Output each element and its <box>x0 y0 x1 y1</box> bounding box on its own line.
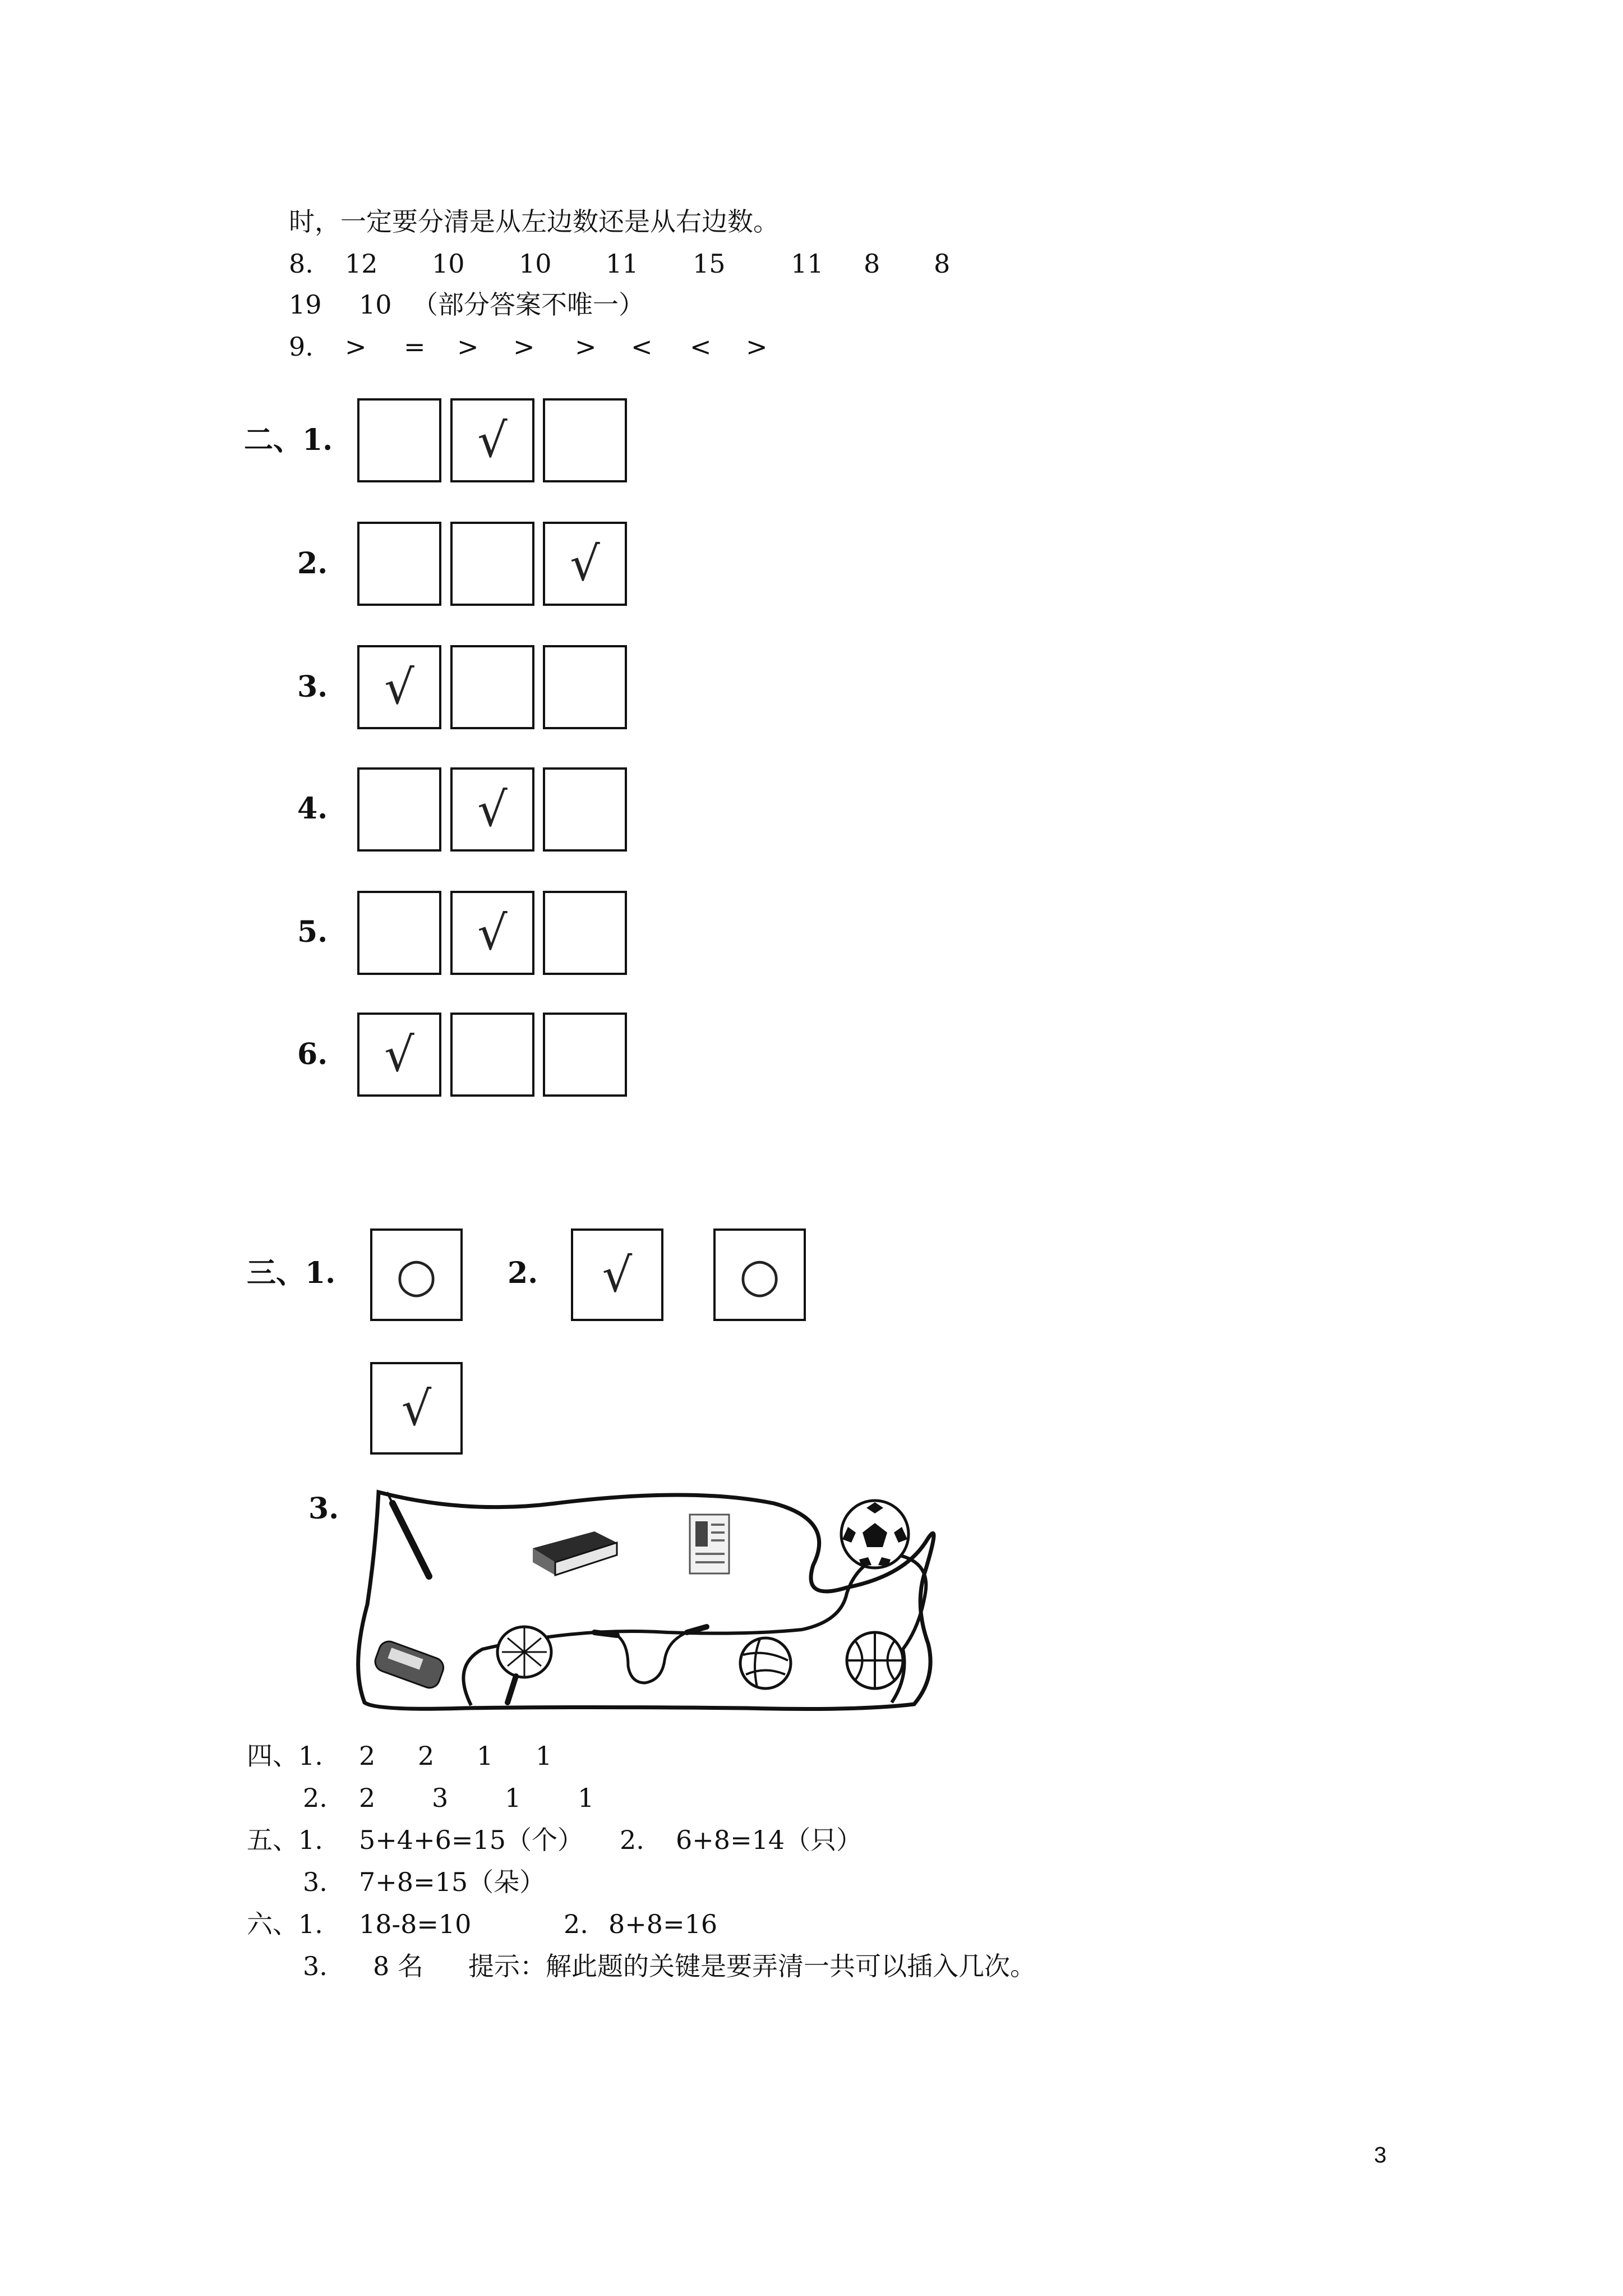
section5-expression: 5+4+6=15（个） <box>359 1825 583 1855</box>
answer-box: √ <box>370 1362 463 1455</box>
section4-line1-label: 四、1. <box>247 1741 323 1771</box>
q9-symbol: > <box>345 332 367 362</box>
answer-box: √ <box>450 891 534 975</box>
section5-q2-label: 2. <box>620 1825 644 1855</box>
answer-box <box>543 891 627 975</box>
section4-value: 3 <box>432 1783 449 1813</box>
newspaper-icon <box>690 1515 729 1573</box>
q9-symbol: > <box>457 332 479 362</box>
volleyball-icon <box>740 1638 791 1688</box>
answer-box <box>357 891 441 975</box>
jump-rope-icon <box>594 1627 707 1683</box>
continuation-text: 时，一定要分清是从左边数还是从右边数。 <box>289 206 779 237</box>
answer-box <box>543 645 627 729</box>
q8-label: 8. <box>289 249 313 279</box>
section2-row-label: 2. <box>297 546 328 581</box>
section6-line2-label: 3. <box>303 1951 328 1981</box>
section5-expression: 6+8=14（只） <box>676 1825 863 1855</box>
soccer-ball-icon <box>841 1501 909 1568</box>
section5-line1-label: 五、1. <box>247 1825 323 1855</box>
section6-expression: 8+8=16 <box>608 1909 718 1939</box>
q9-label: 9. <box>289 332 313 362</box>
answer-box: √ <box>571 1228 663 1321</box>
q9-symbol: > <box>575 332 597 362</box>
q9-symbol: < <box>690 332 712 362</box>
answer-box <box>357 398 441 482</box>
answer-box: ○ <box>370 1228 463 1321</box>
q8-value: 8 <box>864 249 880 279</box>
section6-expression: 18-8=10 <box>359 1909 472 1939</box>
section5-line2-label: 3. <box>303 1867 328 1897</box>
section4-value: 2 <box>359 1783 376 1813</box>
q8-value: 8 <box>934 249 951 279</box>
q9-symbol: > <box>513 332 535 362</box>
answer-box <box>543 767 627 852</box>
answer-box <box>450 1013 534 1097</box>
section4-value: 2 <box>359 1741 376 1771</box>
section4-value: 2 <box>418 1741 435 1771</box>
book-icon <box>533 1531 617 1575</box>
q8-note: （部分答案不唯一） <box>412 289 644 320</box>
answer-box: √ <box>450 767 534 852</box>
q8-value: 12 <box>345 249 378 279</box>
basketball-icon <box>847 1632 903 1688</box>
q8-value: 11 <box>791 249 824 279</box>
grouping-illustration <box>353 1481 942 1722</box>
q8-value: 10 <box>359 289 392 320</box>
answer-box <box>450 645 534 729</box>
answer-box <box>450 522 534 606</box>
answer-box: √ <box>450 398 534 482</box>
q8-value: 19 <box>289 289 322 320</box>
answer-box: √ <box>357 645 441 729</box>
section2-row1-label: 二、1. <box>244 423 333 457</box>
q8-value: 10 <box>432 249 465 279</box>
section5-expression: 7+8=15（朵） <box>359 1867 546 1897</box>
section4-line2-label: 2. <box>303 1783 328 1813</box>
section2-row-label: 6. <box>297 1037 328 1071</box>
q8-value: 15 <box>693 249 726 279</box>
answer-box: √ <box>357 1013 441 1097</box>
q8-value: 11 <box>606 249 639 279</box>
section3-q2-label: 2. <box>508 1256 538 1290</box>
answer-box: ○ <box>713 1228 806 1321</box>
section2-row-label: 4. <box>297 792 328 826</box>
answer-box: √ <box>543 522 627 606</box>
badminton-racket-icon <box>497 1627 551 1703</box>
section6-line1-label: 六、1. <box>247 1909 323 1939</box>
section4-value: 1 <box>477 1741 494 1771</box>
answer-box <box>357 767 441 852</box>
section6-hint: 提示：解此题的关键是要弄清一共可以插入几次。 <box>468 1951 1036 1981</box>
section4-value: 1 <box>578 1783 594 1813</box>
section2-row-label: 5. <box>297 915 328 949</box>
section4-value: 1 <box>505 1783 522 1813</box>
q9-symbol: < <box>631 332 653 362</box>
section6-q2-label: 2. <box>564 1909 588 1939</box>
answer-box <box>357 522 441 606</box>
section3-q3-label: 3. <box>308 1492 339 1526</box>
section2-row-label: 3. <box>297 670 328 704</box>
pen-icon <box>387 1492 429 1576</box>
q9-symbol: > <box>746 332 768 362</box>
section3-label: 三、1. <box>247 1256 336 1290</box>
section4-value: 1 <box>536 1741 552 1771</box>
page-number: 3 <box>1374 2143 1387 2168</box>
mobile-phone-icon <box>372 1639 446 1691</box>
q8-value: 10 <box>519 249 552 279</box>
q9-symbol: = <box>404 332 426 362</box>
section6-answer: 8 名 <box>373 1951 423 1981</box>
answer-box <box>543 398 627 482</box>
answer-box <box>543 1013 627 1097</box>
